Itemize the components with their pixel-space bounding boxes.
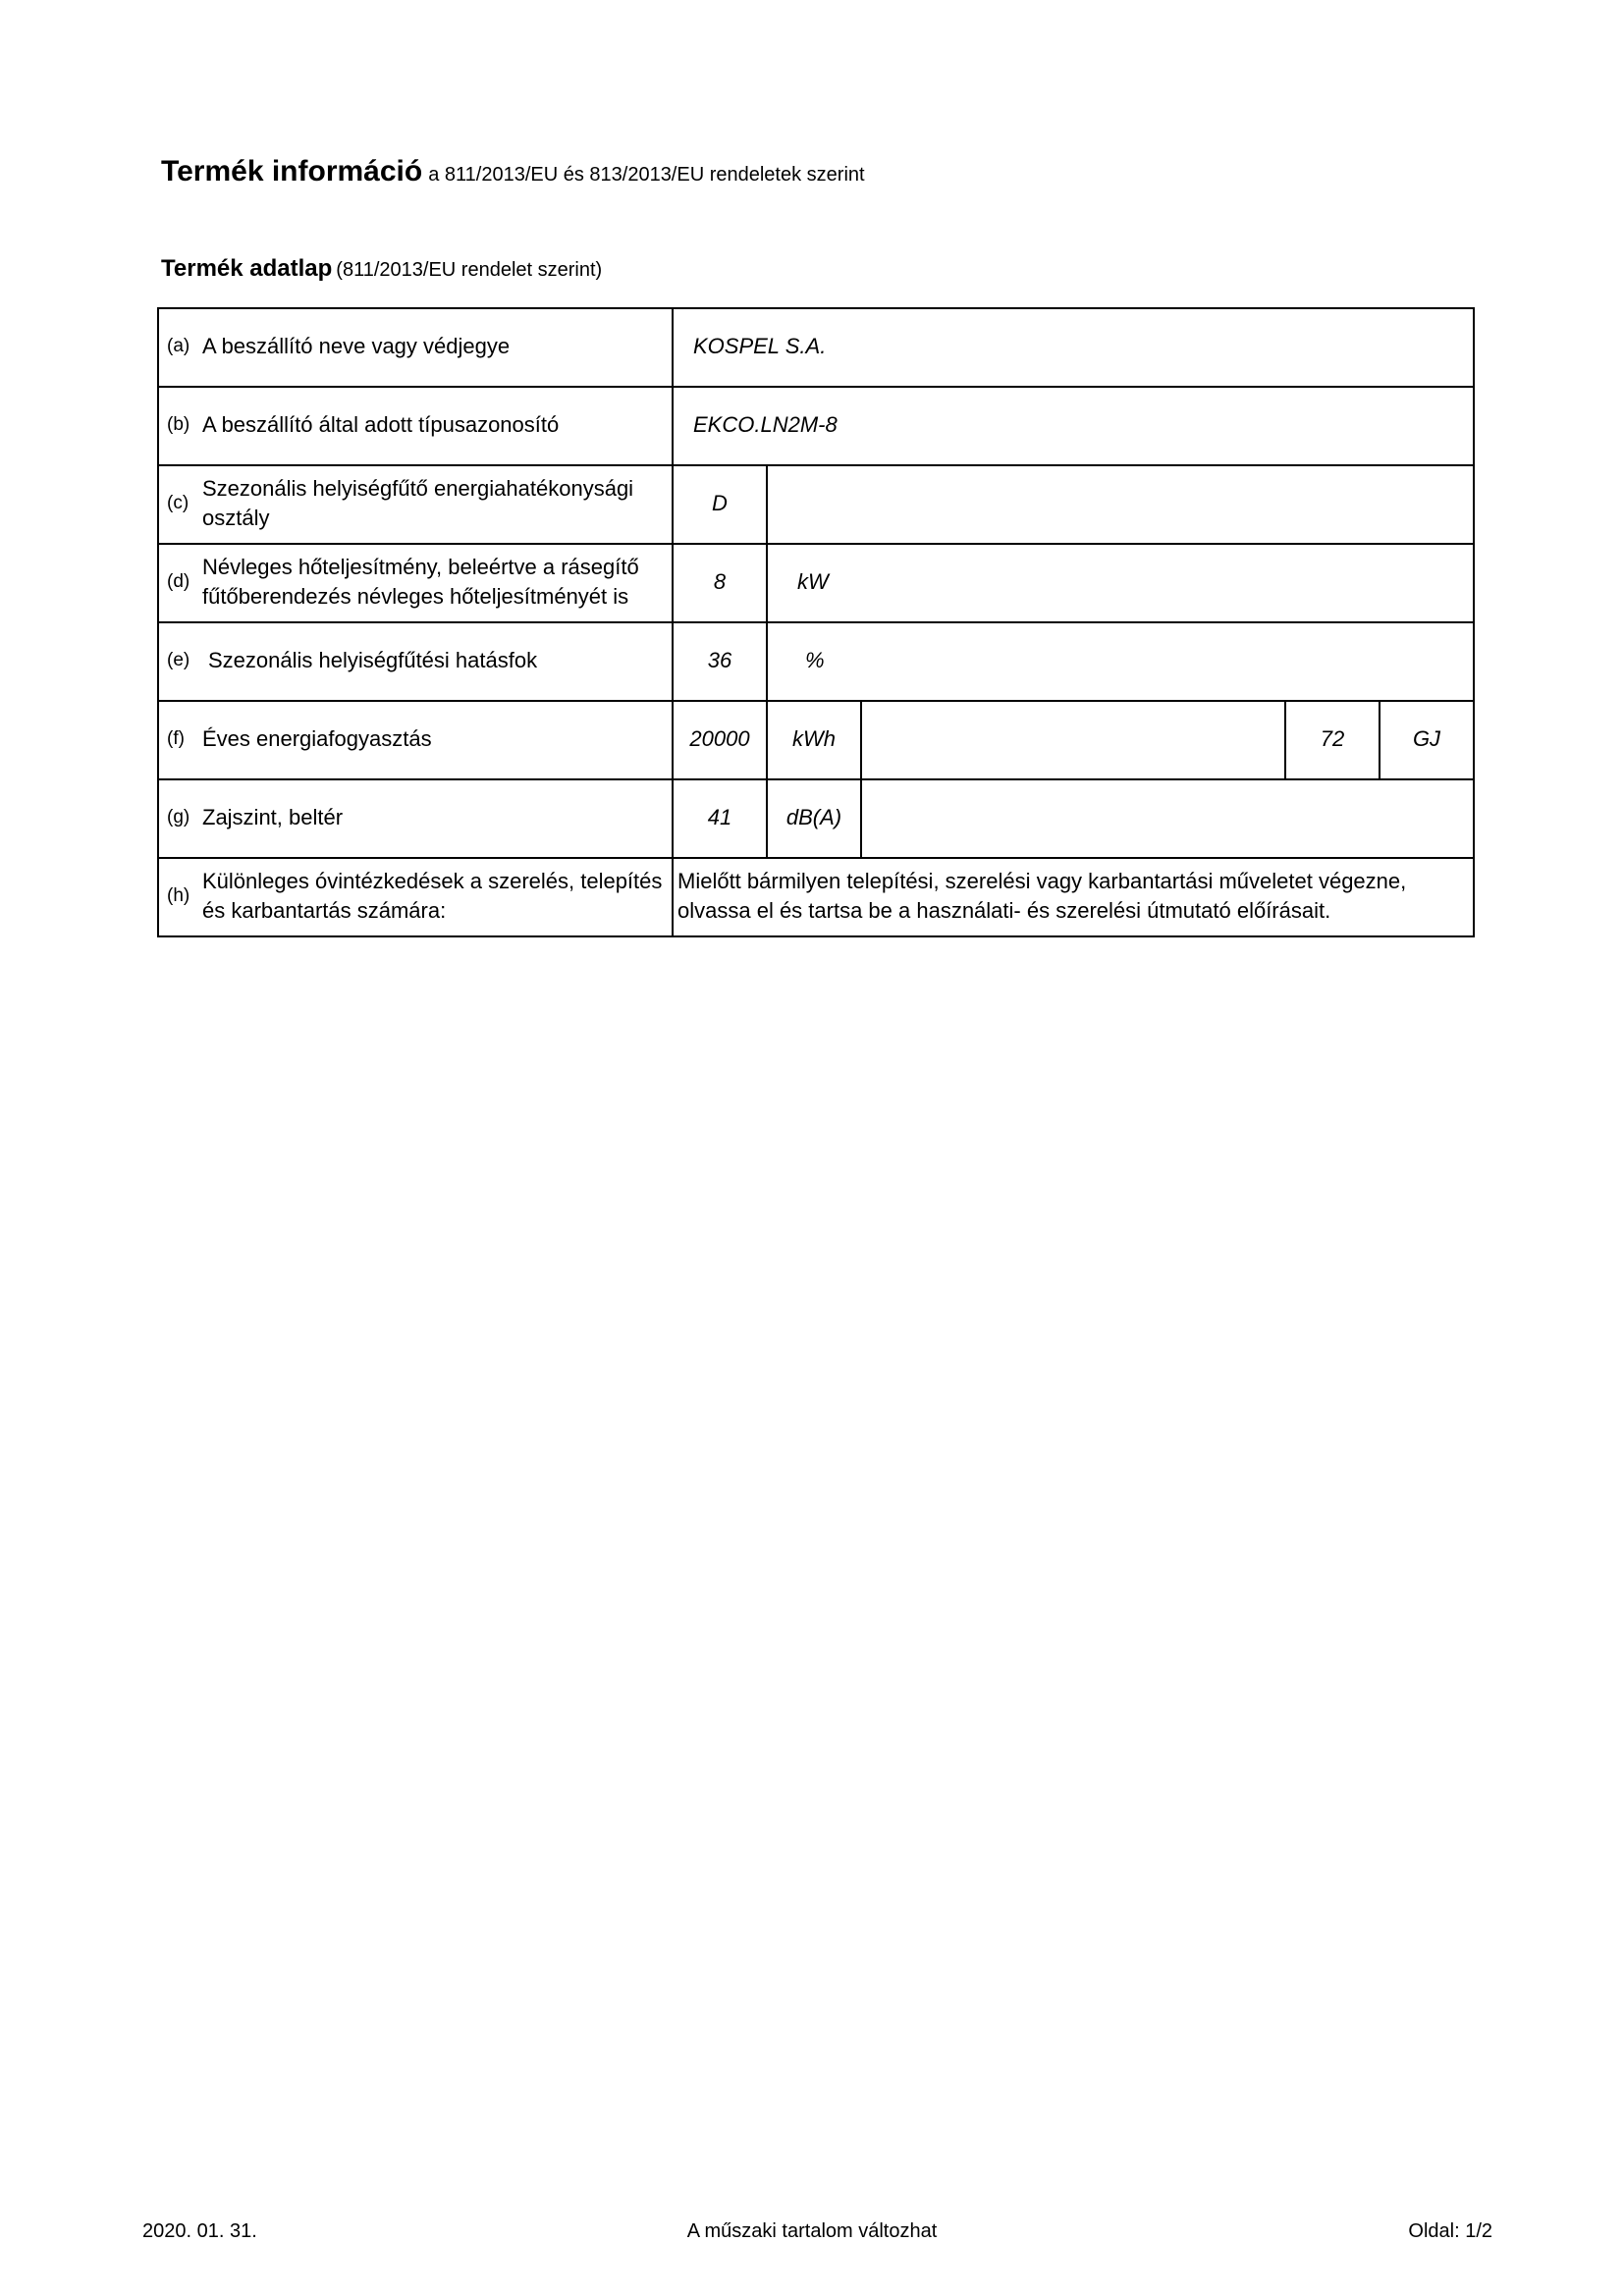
page-title-main: Termék információ — [161, 155, 423, 187]
row-letter: (d) — [167, 571, 190, 592]
precautions-text — [677, 867, 1406, 926]
label-line: osztály — [202, 506, 270, 530]
table-border — [157, 935, 1475, 937]
rated-output-unit: kW — [797, 569, 829, 594]
energy-class-label — [202, 474, 633, 533]
noise-value: 41 — [707, 805, 732, 829]
rated-output-label — [202, 553, 639, 612]
row-letter: (h) — [167, 885, 190, 906]
rated-output-value: 8 — [713, 569, 727, 594]
annual-consumption-gj-unit: GJ — [1412, 726, 1441, 751]
text-line: Mielőtt bármilyen telepítési, szerelési vagy karbantartási műveletet végezne, — [677, 869, 1407, 893]
page-title — [161, 155, 865, 188]
supplier-value: KOSPEL S.A. — [693, 334, 827, 358]
label-line: Különleges óvintézkedések a szerelés, telepítés — [202, 869, 663, 893]
annual-consumption-kwh-unit: kWh — [792, 726, 836, 751]
energy-class-value: D — [712, 491, 728, 515]
row-divider — [157, 464, 1475, 466]
model-value: EKCO.LN2M-8 — [693, 412, 838, 437]
row-letter: (f) — [167, 728, 185, 749]
row-letter: (c) — [167, 493, 189, 513]
footer-date: 2020. 01. 31. — [142, 2220, 257, 2242]
label-line: és karbantartás számára: — [202, 898, 447, 923]
noise-unit: dB(A) — [785, 805, 842, 829]
table-border — [1473, 307, 1475, 937]
footer-note: A műszaki tartalom változhat — [686, 2220, 938, 2242]
row-letter: (b) — [167, 414, 190, 435]
annual-consumption-gj-value: 72 — [1320, 726, 1345, 751]
efficiency-unit: % — [805, 648, 825, 672]
text-line: olvassa el és tartsa be a használati- és szerelési útmutató előírásait. — [677, 898, 1331, 923]
sheet-heading-main: Termék adatlap — [161, 255, 333, 282]
label-line: Szezonális helyiségfűtő energiahatékonysági — [202, 476, 634, 501]
product-data-table — [157, 307, 1475, 939]
row-letter: (g) — [167, 807, 190, 828]
page-title-subtitle: a 811/2013/EU és 813/2013/EU rendeletek szerint — [428, 164, 865, 186]
footer-page-number: Oldal: 1/2 — [1408, 2220, 1492, 2242]
annual-consumption-kwh-value: 20000 — [689, 726, 750, 751]
model-label: A beszállító által adott típusazonosító — [202, 412, 560, 437]
efficiency-label: Szezonális helyiségfűtési hatásfok — [208, 648, 538, 672]
row-divider — [157, 857, 1475, 859]
sheet-heading-subtitle: (811/2013/EU rendelet szerint) — [336, 259, 603, 281]
annual-consumption-label: Éves energiafogyasztás — [202, 726, 432, 751]
noise-label: Zajszint, beltér — [202, 805, 344, 829]
label-line: Névleges hőteljesítmény, beleértve a rásegítő — [202, 555, 639, 579]
column-divider — [860, 700, 862, 857]
label-line: fűtőberendezés névleges hőteljesítményét is — [202, 584, 629, 609]
precautions-label — [202, 867, 662, 926]
row-letter: (a) — [167, 336, 190, 356]
table-border — [157, 307, 159, 937]
supplier-label: A beszállító neve vagy védjegye — [202, 334, 511, 358]
sheet-heading — [161, 255, 602, 283]
row-letter: (e) — [167, 650, 190, 670]
efficiency-value: 36 — [707, 648, 732, 672]
